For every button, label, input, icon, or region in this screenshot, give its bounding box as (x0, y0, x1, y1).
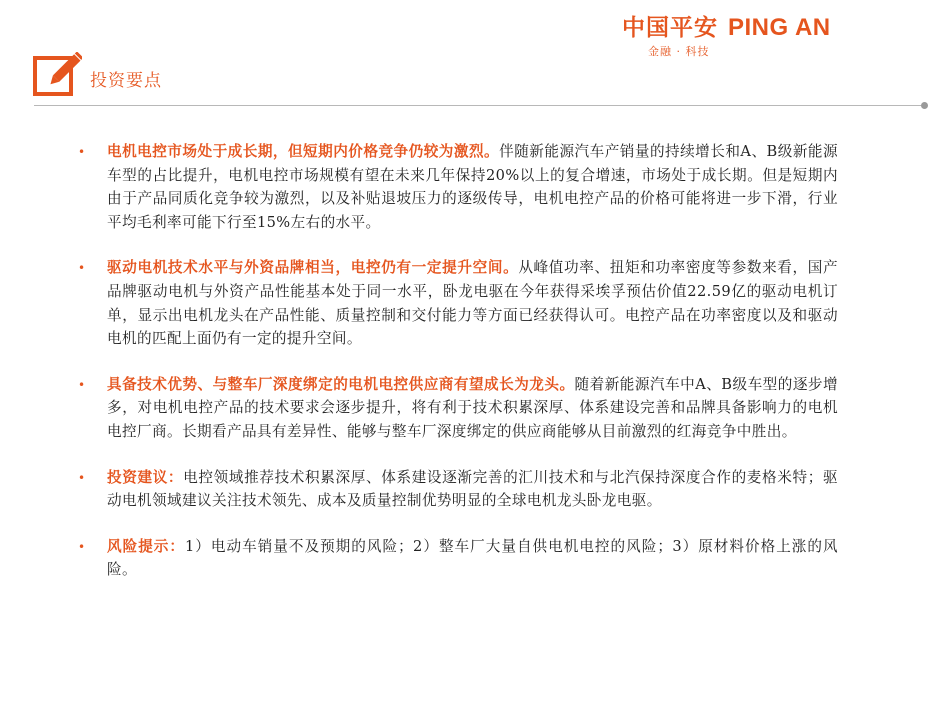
bullet-icon: • (78, 470, 86, 485)
list-item (78, 140, 838, 234)
list-item-text (107, 535, 838, 582)
list-item (78, 373, 838, 444)
logo-wordmark (622, 14, 831, 42)
list-item-text (107, 256, 838, 350)
list-item-body: 从峰值功率、扭矩和功率密度等参数来看，国产品牌驱动电机与外资产品性能基本处于同一水平，卧龙电驱在今年获得采埃孚预估价值22.59亿的驱动电机订单，显示出电机龙头在产品性能、质量控制和交付能力等方面已经获得认可。电控产品在功率密度以及和驱动电机的匹配上面仍有一定的提升空间。 (107, 259, 838, 348)
page-title: 投资要点 (90, 71, 162, 91)
pencil-square-icon (32, 52, 82, 102)
list-item-highlight: 电机电控市场处于成长期，但短期内价格竞争仍较为激烈。 (107, 143, 500, 160)
list-item-text (107, 373, 838, 444)
logo-tagline: 金融 · 科技 (648, 45, 710, 58)
list-item-body: 随着新能源汽车中A、B级车型的逐步增多，对电机电控产品的技术要求会逐步提升，将有利于技术积累深厚、体系建设完善和品牌具备影响力的电机电控厂商。长期看产品具有差异性、能够与整车厂深度绑定的供应商能够从目前激烈的红海竞争中胜出。 (107, 375, 838, 440)
list-item (78, 466, 838, 513)
divider-end-dot (921, 102, 928, 109)
bullet-icon: • (78, 261, 86, 276)
list-item-highlight: 驱动电机技术水平与外资品牌相当，电控仍有一定提升空间。 (107, 259, 519, 277)
bullet-icon: • (78, 539, 86, 554)
list-item-highlight: 风险提示： (107, 537, 185, 555)
pingan-logo (622, 14, 894, 60)
key-points-list (78, 140, 838, 640)
list-item-highlight: 投资建议： (107, 468, 184, 486)
logo-english-name: PING AN (728, 14, 831, 41)
list-item-text (107, 140, 838, 234)
header-divider (34, 105, 921, 106)
list-item-body: 电控领域推荐技术积累深厚、体系建设逐渐完善的汇川技术和与北汽保持深度合作的麦格米特；驱动电机领域建议关注技术领先、成本及质量控制优势明显的全球电机龙头卧龙电驱。 (107, 468, 838, 510)
list-item-highlight: 具备技术优势、与整车厂深度绑定的电机电控供应商有望成长为龙头。 (107, 375, 575, 393)
list-item-text (107, 466, 838, 513)
bullet-icon: • (78, 377, 86, 392)
list-item-body: 伴随新能源汽车产销量的持续增长和A、B级新能源车型的占比提升，电机电控市场规模有望在未来几年保持20%以上的复合增速，市场处于成长期。但是短期内由于产品同质化竞争较为激烈，以及补贴退坡压力的逐级传导，电机电控产品的价格可能将进一步下滑，行业平均毛利率可能下行至15%左右的水平。 (107, 143, 838, 231)
list-item (78, 535, 838, 582)
list-item-body: 1）电动车销量不及预期的风险；2）整车厂大量自供电机电控的风险；3）原材料价格上涨的风险。 (107, 537, 838, 579)
bullet-icon: • (78, 145, 86, 159)
list-item (78, 256, 838, 350)
logo-chinese-name: 中国平安 (622, 15, 718, 41)
